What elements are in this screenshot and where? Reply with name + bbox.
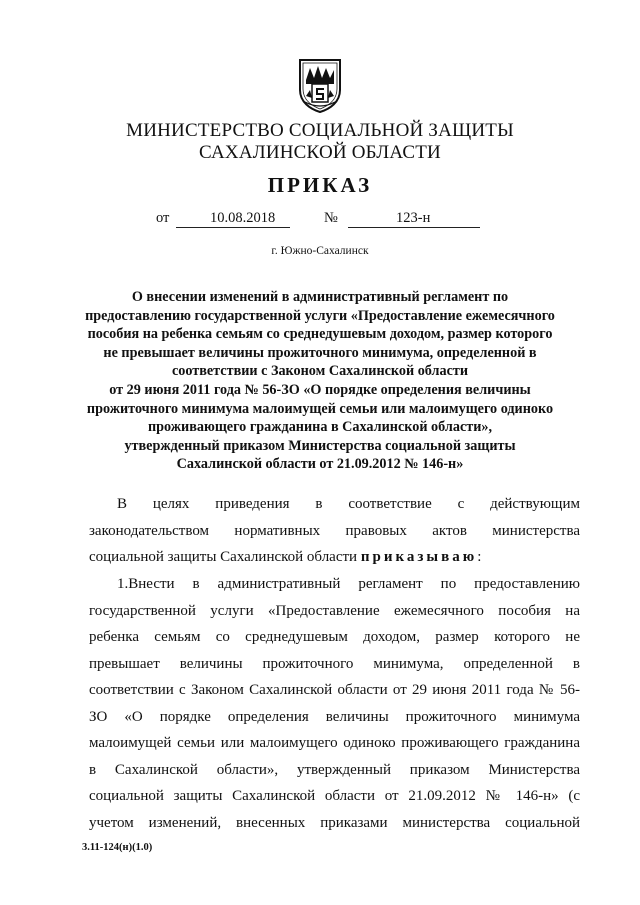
item-line: малоимущей семьи или малоимущего одиноко проживающего гражданина — [89, 735, 580, 751]
coat-of-arms-emblem — [296, 56, 344, 114]
number-underline — [348, 227, 480, 228]
paragraph-item-1 — [89, 571, 580, 836]
item-line: учетом изменений, внесенных приказами министерства социальной — [89, 814, 580, 831]
heading-line: Сахалинской области от 21.09.2012 № 146-н» — [176, 456, 464, 473]
order-date: 10.08.2018 — [210, 210, 276, 226]
date-underline — [176, 227, 290, 228]
item-line: 1.Внести в административный регламент по предоставлению — [117, 576, 580, 592]
heading-line: пособия на ребенка семьям со среднедушевым доходом, размер которого — [87, 326, 553, 343]
heading-line: О внесении изменений в административный регламент по — [131, 289, 509, 305]
preamble-line: В целях приведения в соответствие с действующим — [117, 496, 580, 512]
item-line: государственной услуги «Предоставление ежемесячного пособия на — [89, 602, 580, 619]
preamble-line — [89, 544, 580, 571]
order-keyword: приказываю — [360, 549, 478, 565]
heading-line: от 29 июня 2011 года № 56-ЗО «О порядке определения величины — [109, 381, 531, 398]
ministry-name-line2: САХАЛИНСКОЙ ОБЛАСТИ — [199, 142, 441, 163]
number-label: № — [324, 210, 338, 226]
item-line: превышает величины прожиточного минимума, определенной в — [89, 655, 580, 672]
form-code: 3.11-124(н)(1.0) — [82, 842, 153, 853]
item-line: социальной защиты Сахалинской области от 21.09.2012 № 146-н» (с — [89, 788, 580, 804]
heading-line: не превышает величины прожиточного минимума, определенной в — [103, 344, 537, 361]
heading-line: соответствии с Законом Сахалинской области — [171, 363, 469, 380]
heading-line: утвержденный приказом Министерства социальной защиты — [124, 437, 516, 454]
item-line: соответствии с Законом Сахалинской области от 29 июня 2011 года № 56- — [89, 682, 580, 698]
paragraph-preamble — [89, 491, 580, 571]
heading-line: проживающего гражданина в Сахалинской области», — [147, 419, 493, 436]
document-heading — [60, 288, 580, 474]
preamble-line: законодательством нормативных правовых актов министерства — [89, 522, 580, 539]
item-line: в Сахалинской области», утвержденный приказом Министерства — [89, 761, 580, 778]
preamble-colon: : — [477, 549, 482, 565]
heading-line: прожиточного минимума малоимущей семьи или малоимущего одиноко — [86, 400, 554, 417]
order-number: 123-н — [396, 210, 431, 226]
preamble-text: социальной защиты Сахалинской области — [89, 549, 361, 565]
item-line: ребенка семьям со среднедушевым доходом, размер которого не — [89, 629, 580, 645]
ministry-name-line1: МИНИСТЕРСТВО СОЦИАЛЬНОЙ ЗАЩИТЫ — [126, 120, 514, 141]
date-label: от — [156, 210, 170, 226]
heading-line: предоставлению государственной услуги «Предоставление ежемесячного — [85, 307, 555, 324]
issue-city: г. Южно-Сахалинск — [271, 245, 369, 257]
document-title: ПРИКАЗ — [267, 173, 373, 197]
item-line: ЗО «О порядке определения величины прожиточного минимума — [89, 708, 580, 725]
